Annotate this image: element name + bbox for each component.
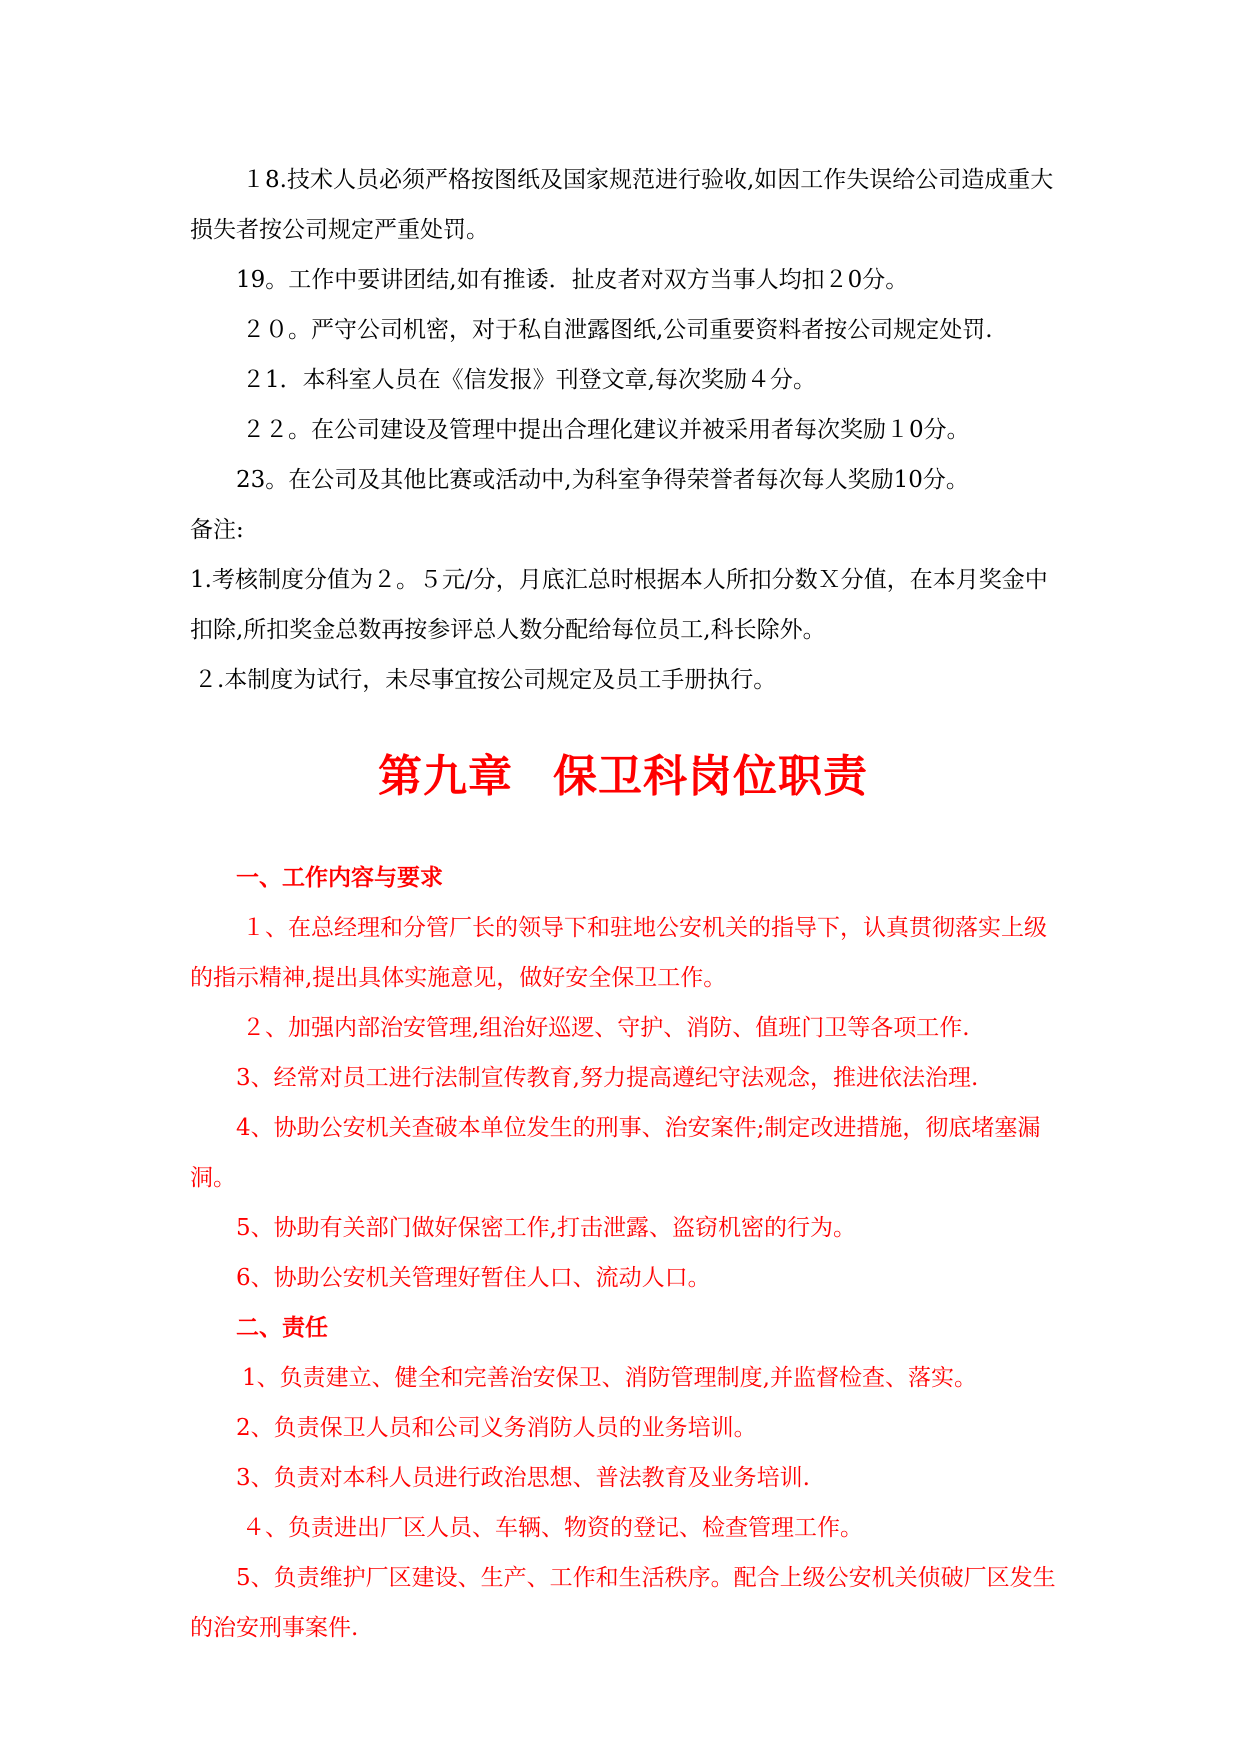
rule-18: １8.技术人员必须严格按图纸及国家规范进行验收,如因工作失误给公司造成重大损失者按公司规定严重处罚。: [190, 167, 1054, 243]
remarks-label: 备注:: [190, 517, 244, 543]
duty-item-2: ２、加强内部治安管理,组治好巡逻、守护、消防、值班门卫等各项工作.: [242, 1015, 970, 1041]
responsibility-item-2: 2、负责保卫人员和公司义务消防人员的业务培训。: [236, 1415, 757, 1441]
responsibility-item-4: ４、负责进出厂区人员、车辆、物资的登记、检查管理工作。: [242, 1515, 863, 1541]
responsibility-item-3: 3、负责对本科人员进行政治思想、普法教育及业务培训.: [236, 1465, 810, 1491]
duty-item-1: １、在总经理和分管厂长的领导下和驻地公安机关的指导下，认真贯彻落实上级的指示精神,提出具体实施意见，做好安全保卫工作。: [190, 915, 1047, 991]
remark-item-2: ２.本制度为试行，未尽事宜按公司规定及员工手册执行。: [194, 667, 777, 693]
remark-item-1: 1.考核制度分值为２。５元/分，月底汇总时根据本人所扣分数Ｘ分值，在本月奖金中扣除,所扣奖金总数再按参评总人数分配给每位员工,科长除外。: [190, 567, 1048, 643]
document-page: [190, 155, 1056, 1653]
chapter-number: 第九章: [378, 751, 513, 802]
rule-20: ２０。严守公司机密，对于私自泄露图纸,公司重要资料者按公司规定处罚.: [242, 317, 993, 343]
rule-22: ２２。在公司建设及管理中提出合理化建议并被采用者每次奖励１0分。: [242, 417, 970, 443]
duty-item-4: 4、协助公安机关查破本单位发生的刑事、治安案件;制定改进措施，彻底堵塞漏洞。: [190, 1115, 1041, 1191]
rule-21: ２1．本科室人员在《信发报》刊登文章,每次奖励４分。: [242, 367, 816, 393]
section-heading-work-content: 一、工作内容与要求: [236, 865, 443, 891]
chapter-heading: [190, 747, 1056, 807]
section-heading-responsibility: 二、责任: [236, 1315, 328, 1341]
rule-23: 23。在公司及其他比赛或活动中,为科室争得荣誉者每次每人奖励10分。: [236, 467, 969, 493]
responsibility-item-5: 5、负责维护厂区建设、生产、工作和生活秩序。配合上级公安机关侦破厂区发生的治安刑事案件.: [190, 1565, 1056, 1641]
responsibility-item-1: 1、负责建立、健全和完善治安保卫、消防管理制度,并监督检查、落实。: [242, 1365, 977, 1391]
duty-item-5: 5、协助有关部门做好保密工作,打击泄露、盗窃机密的行为。: [236, 1215, 856, 1241]
duty-item-3: 3、经常对员工进行法制宣传教育,努力提高遵纪守法观念，推进依法治理.: [236, 1065, 979, 1091]
rule-19: 19。工作中要讲团结,如有推诿．扯皮者对双方当事人均扣２0分。: [236, 267, 909, 293]
chapter-title: 保卫科岗位职责: [553, 751, 868, 802]
duty-item-6: 6、协助公安机关管理好暂住人口、流动人口。: [236, 1265, 711, 1291]
